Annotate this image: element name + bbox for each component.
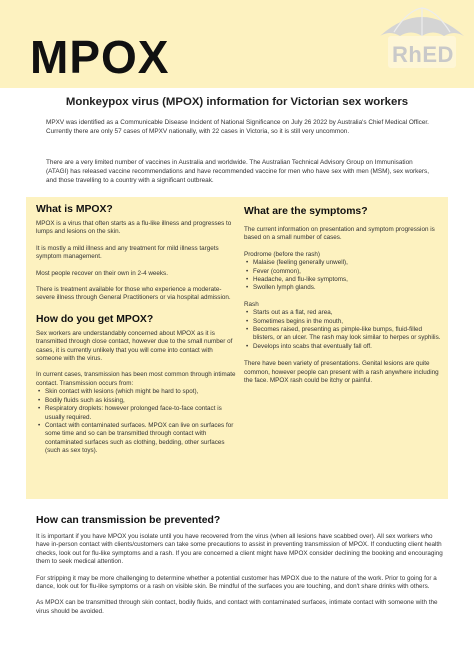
- section-heading-how-get: How do you get MPOX?: [36, 313, 154, 325]
- paragraph: In current cases, transmission has been most common through intimate contact. Transmission occurs from:: [36, 371, 236, 387]
- list-item: • Contact with contaminated surfaces. MPOX can live on surfaces for some time and so can be transmitted through contact with contaminated surfaces such as clothing, bedding, other surfaces (such as sex toys).: [36, 422, 236, 456]
- section-heading-symptoms: What are the symptoms?: [244, 206, 368, 217]
- paragraph: There have been variety of presentations. Genital lesions are quite common, however people can present with a rash anywhere including the face. MPOX rash could be itchy or painful.: [244, 360, 439, 385]
- paragraph: There is treatment available for those who experience a moderate-severe illness through General Practitioners or via hospital admission.: [36, 286, 231, 302]
- list-item: • Swollen lymph glands.: [244, 284, 442, 292]
- rash-list: [244, 309, 442, 351]
- paragraph: It is mostly a mild illness and any treatment for mild illness targets symptom management.: [36, 244, 219, 261]
- left-column: [36, 203, 236, 456]
- list-item: • Headache, and flu-like symptoms,: [244, 276, 442, 284]
- page-title: MPOX: [30, 31, 170, 83]
- section-heading-what-is: What is MPOX?: [36, 204, 113, 215]
- list-item: • Sometimes begins in the mouth,: [244, 318, 442, 326]
- prevention-section: [36, 514, 444, 616]
- list-item: • Respiratory droplets: however prolonged face-to-face contact is usually required.: [36, 405, 236, 422]
- intro-paragraph: MPXV was identified as a Communicable Disease Incident of National Significance on July 26 2022 by Australia's Chief Medical Officer. Currently there are only 57 cases of MPXV nationally, with 22 cases in Victoria, so it is still very uncommon.: [46, 119, 429, 135]
- right-column: [244, 203, 442, 386]
- document-subtitle: Monkeypox virus (MPOX) information for Victorian sex workers: [65, 96, 409, 108]
- prodrome-list: [244, 259, 442, 293]
- list-item: • Bodily fluids such as kissing,: [36, 397, 236, 405]
- intro-paragraph: There are a very limited number of vaccines in Australia and worldwide. The Australian Technical Advisory Group on Immunisation (ATAGI) has released vaccine recommendations and have recommended vaccine for men who have sex with men (MSM), sex workers, and those travelling to a country with a significant outbreak.: [46, 159, 430, 184]
- list-item: • Develops into scabs that eventually fall off.: [244, 343, 442, 351]
- paragraph: Most people recover on their own in 2-4 weeks.: [36, 269, 168, 277]
- paragraph: Sex workers are understandably concerned about MPOX as it is transmitted through close contact, however due to the small number of cases, it is currently unlikely that you will come into contact with someone with the virus.: [36, 329, 233, 363]
- logo-text: RhED: [392, 42, 454, 67]
- transmission-list: [36, 388, 236, 455]
- paragraph: It is important if you have MPOX you isolate until you have recovered from the virus (when all lesions have scabbed over). All sex workers who have in-person contact with clients/customers can take some precautions to assist in preventing transmission of MPOX. If conducting client health checks, look out for flu-like symptoms and a rash. If you are concerned a client might have MPOX consider declining the booking and encouraging them to seek medical attention.: [36, 533, 443, 566]
- list-item: • Fever (common),: [244, 268, 442, 276]
- list-item: • Malaise (feeling generally unwell),: [244, 259, 442, 267]
- paragraph: For stripping it may be more challenging to determine whether a potential customer has MPOX due to the nature of the work. Prior to going for a dance, look out for flu-like symptoms or a rash on visible skin. Be mindful of the surfaces you are touching, and don't share drinks with others.: [36, 574, 437, 591]
- paragraph: As MPOX can be transmitted through skin contact, bodily fluids, and contact with contaminated surfaces, intimate contact with someone with the virus should be avoided.: [36, 599, 438, 615]
- prodrome-label: Prodrome (before the rash): [244, 250, 320, 258]
- paragraph: The current information on presentation and symptom progression is based on a small number of cases.: [244, 226, 435, 242]
- list-item: • Becomes raised, presenting as pimple-like bumps, fluid-filled blisters, or an ulcer. The rash may look similar to herpes or syphilis.: [244, 326, 442, 343]
- rash-label: Rash: [244, 300, 259, 308]
- paragraph: MPOX is a virus that often starts as a flu-like illness and progresses to lumps and lesions on the skin.: [36, 220, 232, 236]
- section-heading-prevention: How can transmission be prevented?: [36, 515, 221, 526]
- list-item: • Starts out as a flat, red area,: [244, 309, 442, 317]
- list-item: • Skin contact with lesions (which might be hard to spot),: [36, 388, 236, 396]
